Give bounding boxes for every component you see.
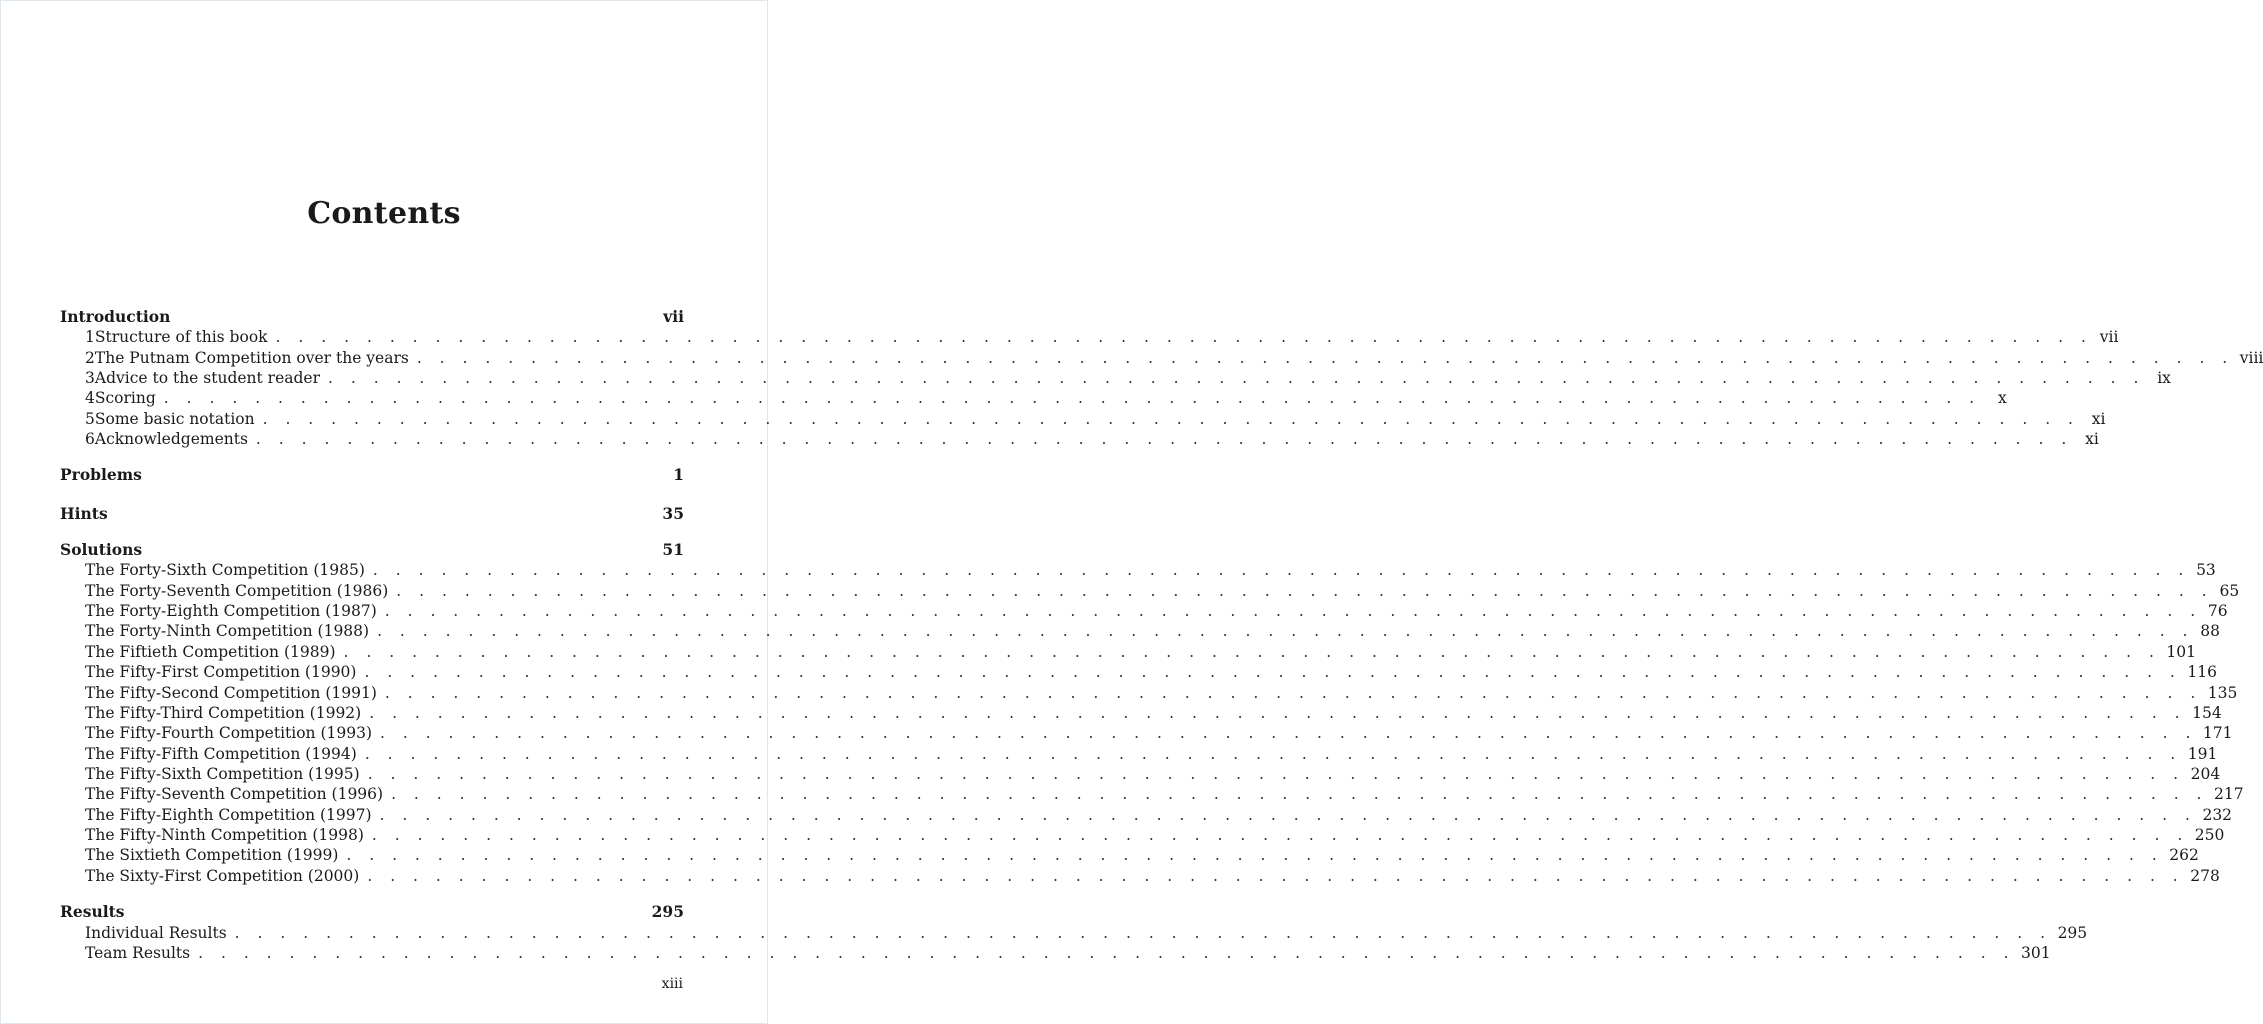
toc-entry-label: The Fifty-Sixth Competition (1995): [85, 764, 360, 783]
toc-entry-page: 65: [2219, 581, 2240, 600]
dot-leader: . . . . . . . . . . . . . . . . . . . . . . . . . . . . . . . . . . . . . . . . . . . . . . . . . . . . . . . . . . . . . . . . . . . . . . . . . . . . . . . .: [343, 642, 2161, 661]
toc-chapter[interactable]: [60, 465, 684, 485]
dot-leader: . . . . . . . . . . . . . . . . . . . . . . . . . . . . . . . . . . . . . . . . . . . . . . . . . . . . . . . . . . . . . . . . . . . . . . . . . . . . . . . .: [364, 744, 2182, 763]
toc-chapter-label: Hints: [60, 503, 108, 523]
toc-entry-number: 6: [85, 430, 95, 449]
toc-entry-page: xi: [2085, 430, 2099, 449]
toc-entry[interactable]: [60, 683, 2238, 703]
toc-entry-label: The Sixtieth Competition (1999): [85, 846, 339, 865]
dot-leader: . . . . . . . . . . . . . . . . . . . . . . . . . . . . . . . . . . . . . . . . . . . . . . . . . . . . . . . . . . . . . . . . . . . . . . . . . . . . . . . .: [367, 866, 2185, 885]
dot-leader: . . . . . . . . . . . . . . . . . . . . . . . . . . . . . . . . . . . . . . . . . . . . . . . . . . . . . . . . . . . . . . . . . . . . . . . . . . . . . . . .: [379, 805, 2197, 824]
toc-entry-label: The Fifty-Eighth Competition (1997): [85, 805, 372, 824]
toc-entry[interactable]: [60, 642, 2197, 662]
toc-entry-page: 171: [2202, 724, 2233, 743]
toc-entry[interactable]: [60, 327, 2119, 347]
toc-chapter-label: Problems: [60, 465, 142, 485]
dot-leader: . . . . . . . . . . . . . . . . . . . . . . . . . . . . . . . . . . . . . . . . . . . . . . . . . . . . . . . . . . . . . . . . . . . . . . . . . . . . . . . .: [328, 369, 2145, 388]
toc-entry-number: 1: [85, 328, 95, 347]
toc-entry-label: The Forty-Seventh Competition (1986): [85, 581, 389, 600]
toc-entry-page: 204: [2190, 764, 2221, 783]
toc-entry-label: The Fifty-Ninth Competition (1998): [85, 825, 364, 844]
toc-entry[interactable]: [60, 764, 2221, 784]
dot-leader: . . . . . . . . . . . . . . . . . . . . . . . . . . . . . . . . . . . . . . . . . . . . . . . . . . . . . . . . . . . . . . . . . . . . . . . . . . . . . . . .: [262, 409, 2080, 428]
toc-entry[interactable]: [60, 825, 2225, 845]
dot-leader: . . . . . . . . . . . . . . . . . . . . . . . . . . . . . . . . . . . . . . . . . . . . . . . . . . . . . . . . . . . . . . . . . . . . . . . . . . . . . . . .: [346, 846, 2164, 865]
toc-entry-label: The Fifty-Fourth Competition (1993): [85, 724, 372, 743]
dot-leader: . . . . . . . . . . . . . . . . . . . . . . . . . . . . . . . . . . . . . . . . . . . . . . . . . . . . . . . . . . . . . . . . . . . . . . . . . . . . . . . .: [369, 703, 2187, 722]
dot-leader: . . . . . . . . . . . . . . . . . . . . . . . . . . . . . . . . . . . . . . . . . . . . . . . . . . . . . . . . . . . . . . . . . . . . . . . . . . . . . . . .: [416, 348, 2234, 367]
toc-chapter[interactable]: [60, 902, 684, 922]
toc-entry-label: Individual Results: [85, 923, 227, 942]
toc-entry-page: 135: [2207, 683, 2238, 702]
toc-entry-number: 5: [85, 409, 95, 428]
toc-entry-page: ix: [2157, 369, 2171, 388]
toc-entry-page: 76: [2207, 602, 2228, 621]
toc-entry[interactable]: [60, 784, 2244, 804]
toc-entry-label: Some basic notation: [94, 409, 255, 428]
toc-entry-label: The Sixty-First Competition (2000): [85, 866, 360, 885]
toc-entry-page: 232: [2202, 805, 2233, 824]
toc-chapter[interactable]: [60, 504, 684, 524]
toc-entry-label: The Forty-Ninth Competition (1988): [85, 622, 370, 641]
toc-entry-label: The Fifty-Fifth Competition (1994): [85, 744, 357, 763]
dot-leader: . . . . . . . . . . . . . . . . . . . . . . . . . . . . . . . . . . . . . . . . . . . . . . . . . . . . . . . . . . . . . . . . . . . . . . . . . . . . . . . .: [377, 622, 2194, 641]
toc-entry[interactable]: [60, 866, 2220, 886]
toc-entry-label: The Fiftieth Competition (1989): [85, 642, 336, 661]
toc-entry[interactable]: [60, 348, 2263, 368]
page-title: Contents: [307, 196, 461, 231]
toc-entry-page: viii: [2239, 348, 2263, 367]
dot-leader: . . . . . . . . . . . . . . . . . . . . . . . . . . . . . . . . . . . . . . . . . . . . . . . . . . . . . . . . . . . . . . . . . . . . . . . . . . . . . . . .: [391, 785, 2208, 804]
toc-entry[interactable]: [60, 621, 2220, 641]
toc-entry[interactable]: [60, 845, 2199, 865]
dot-leader: . . . . . . . . . . . . . . . . . . . . . . . . . . . . . . . . . . . . . . . . . . . . . . . . . . . . . . . . . . . . . . . . . . . . . . . . . . . . . . . .: [275, 328, 2093, 347]
toc-chapter[interactable]: [60, 540, 684, 560]
toc-entry-number: 3: [85, 369, 95, 388]
dot-leader: . . . . . . . . . . . . . . . . . . . . . . . . . . . . . . . . . . . . . . . . . . . . . . . . . . . . . . . . . . . . . . . . . . . . . . . . . . . . . . . .: [396, 581, 2214, 600]
toc-chapter-label: Introduction: [60, 307, 171, 326]
toc-entry[interactable]: [60, 805, 2233, 825]
toc-entry[interactable]: [60, 388, 2007, 408]
toc-entry-page: 250: [2194, 825, 2225, 844]
toc-entry-page: 88: [2200, 622, 2220, 641]
toc-chapter-page: 1: [673, 465, 684, 485]
page-number: xiii: [661, 976, 683, 992]
toc-entry-label: The Putnam Competition over the years: [94, 348, 409, 367]
toc-entry-page: xi: [2091, 409, 2106, 428]
toc-entry-label: The Fifty-Seventh Competition (1996): [85, 785, 384, 804]
toc-entry[interactable]: [60, 429, 2099, 449]
dot-leader: . . . . . . . . . . . . . . . . . . . . . . . . . . . . . . . . . . . . . . . . . . . . . . . . . . . . . . . . . . . . . . . . . . . . . . . . . . . . . . . .: [380, 724, 2197, 743]
toc-entry[interactable]: [60, 703, 2222, 723]
dot-leader: . . . . . . . . . . . . . . . . . . . . . . . . . . . . . . . . . . . . . . . . . . . . . . . . . . . . . . . . . . . . . . . . . . . . . . . . . . . . . . . .: [367, 764, 2185, 783]
dot-leader: . . . . . . . . . . . . . . . . . . . . . . . . . . . . . . . . . . . . . . . . . . . . . . . . . . . . . . . . . . . . . . . . . . . . . . . . . . . . . . . .: [372, 561, 2190, 580]
toc-entry[interactable]: [60, 581, 2240, 601]
toc-chapter-page: 35: [662, 503, 684, 523]
toc-entry[interactable]: [60, 723, 2233, 743]
toc-entry-page: 217: [2213, 785, 2244, 804]
toc-entry[interactable]: [60, 662, 2217, 682]
toc-entry-label: Structure of this book: [94, 328, 268, 347]
toc-entry-label: The Forty-Sixth Competition (1985): [85, 561, 365, 580]
toc-entry[interactable]: [60, 744, 2218, 764]
toc-entry-page: 295: [2057, 923, 2088, 942]
toc-entry-label: Team Results: [85, 944, 191, 963]
toc-entry-number: 4: [85, 389, 95, 408]
toc-entry[interactable]: [60, 601, 2228, 621]
toc-entry[interactable]: [60, 409, 2106, 429]
toc-entry-label: The Fifty-Second Competition (1991): [85, 683, 377, 702]
toc-entry-page: 301: [2021, 944, 2051, 963]
toc-entry[interactable]: [60, 923, 2088, 943]
toc-chapter[interactable]: [60, 307, 684, 327]
toc-chapter-page: vii: [663, 307, 684, 326]
toc-entry-page: 262: [2169, 846, 2199, 865]
dot-leader: . . . . . . . . . . . . . . . . . . . . . . . . . . . . . . . . . . . . . . . . . . . . . . . . . . . . . . . . . . . . . . . . . . . . . . . . . . . . . . . .: [384, 602, 2202, 621]
toc-entry-page: 116: [2187, 663, 2217, 682]
dot-leader: . . . . . . . . . . . . . . . . . . . . . . . . . . . . . . . . . . . . . . . . . . . . . . . . . . . . . . . . . . . . . . . . . . . . . . . . . . . . . . . .: [364, 663, 2182, 682]
toc-entry-number: 2: [85, 348, 95, 367]
toc-entry-label: Acknowledgements: [94, 430, 248, 449]
dot-leader: . . . . . . . . . . . . . . . . . . . . . . . . . . . . . . . . . . . . . . . . . . . . . . . . . . . . . . . . . . . . . . . . . . . . . . . . . . . . . . . .: [234, 923, 2052, 942]
toc-entry-label: Scoring: [94, 389, 156, 408]
dot-leader: . . . . . . . . . . . . . . . . . . . . . . . . . . . . . . . . . . . . . . . . . . . . . . . . . . . . . . . . . . . . . . . . . . . . . . . . . . . . . . . .: [163, 389, 1981, 408]
toc-entry-page: 191: [2187, 744, 2218, 763]
toc-entry-page: 53: [2196, 561, 2216, 580]
dot-leader: . . . . . . . . . . . . . . . . . . . . . . . . . . . . . . . . . . . . . . . . . . . . . . . . . . . . . . . . . . . . . . . . . . . . . . . . . . . . . . . .: [198, 944, 2016, 963]
toc-entry-label: The Fifty-First Competition (1990): [85, 663, 357, 682]
dot-leader: . . . . . . . . . . . . . . . . . . . . . . . . . . . . . . . . . . . . . . . . . . . . . . . . . . . . . . . . . . . . . . . . . . . . . . . . . . . . . . . .: [255, 430, 2073, 449]
toc-entry-page: 101: [2166, 642, 2197, 661]
toc-entry[interactable]: [60, 368, 2171, 388]
toc-entry[interactable]: [60, 943, 2051, 963]
toc-chapter-label: Solutions: [60, 540, 143, 560]
toc-entry[interactable]: [60, 560, 2216, 580]
toc-entry-page: 278: [2190, 866, 2220, 885]
toc-chapter-label: Results: [60, 902, 125, 922]
toc-entry-page: 154: [2192, 703, 2222, 722]
toc-entry-label: The Fifty-Third Competition (1992): [85, 703, 362, 722]
toc-entry-label: Advice to the student reader: [94, 369, 321, 388]
toc-entry-page: x: [1997, 389, 2007, 408]
dot-leader: . . . . . . . . . . . . . . . . . . . . . . . . . . . . . . . . . . . . . . . . . . . . . . . . . . . . . . . . . . . . . . . . . . . . . . . . . . . . . . . .: [371, 825, 2189, 844]
table-of-contents: [60, 307, 2263, 963]
toc-chapter-page: 51: [662, 540, 684, 560]
toc-entry-label: The Forty-Eighth Competition (1987): [85, 602, 377, 621]
dot-leader: . . . . . . . . . . . . . . . . . . . . . . . . . . . . . . . . . . . . . . . . . . . . . . . . . . . . . . . . . . . . . . . . . . . . . . . . . . . . . . . .: [384, 683, 2202, 702]
toc-entry-page: vii: [2099, 328, 2119, 347]
toc-chapter-page: 295: [651, 902, 684, 922]
